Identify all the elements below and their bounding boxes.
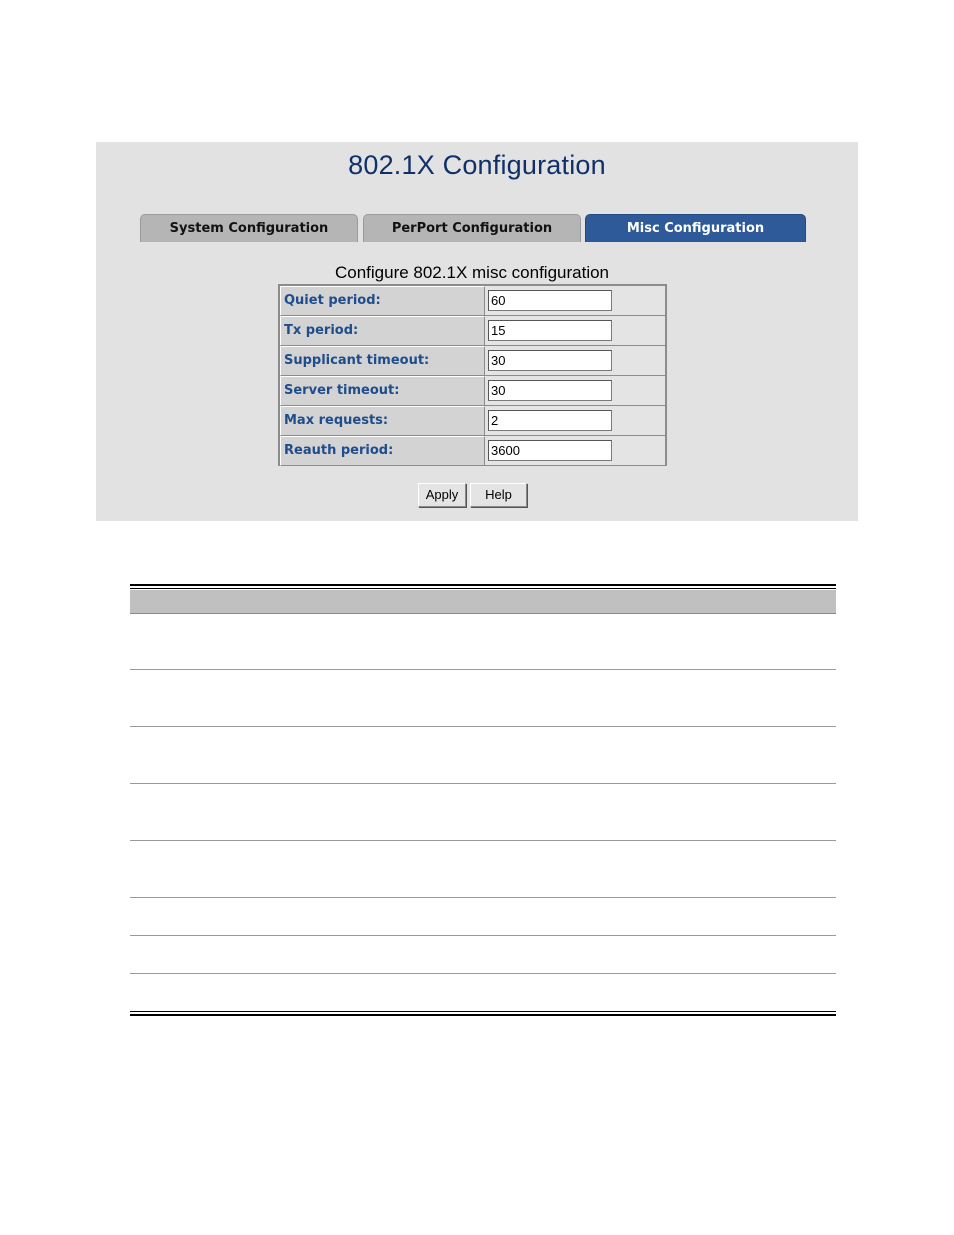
apply-button[interactable]: Apply: [418, 483, 466, 507]
form-row-tx-period: [280, 316, 665, 346]
tx-period-input[interactable]: [488, 320, 612, 341]
table-row: [130, 614, 836, 670]
table-top-rule-inner: [130, 588, 836, 589]
config-panel: [96, 142, 858, 521]
supplicant-timeout-input[interactable]: [488, 350, 612, 371]
tx-period-cell: [485, 316, 665, 346]
table-row: [130, 784, 836, 841]
quiet-period-input[interactable]: [488, 290, 612, 311]
table-bottom-rule-inner: [130, 1011, 836, 1012]
max-requests-cell: [485, 406, 665, 436]
help-button[interactable]: Help: [470, 483, 527, 507]
table-header-row: [130, 590, 836, 614]
max-requests-label: Max requests:: [280, 406, 485, 436]
table-bottom-rule: [130, 1014, 836, 1016]
reauth-period-input[interactable]: [488, 440, 612, 461]
table-row: [130, 898, 836, 936]
reauth-period-label: Reauth period:: [280, 436, 485, 466]
form-row-supplicant-timeout: [280, 346, 665, 376]
quiet-period-label: Quiet period:: [280, 286, 485, 316]
supplicant-timeout-cell: [485, 346, 665, 376]
form-row-server-timeout: [280, 376, 665, 406]
server-timeout-label: Server timeout:: [280, 376, 485, 406]
form-row-quiet-period: [280, 286, 665, 316]
quiet-period-cell: [485, 286, 665, 316]
reauth-period-cell: [485, 436, 665, 466]
tab-misc-configuration[interactable]: Misc Configuration: [585, 214, 806, 242]
table-top-rule: [130, 584, 836, 586]
server-timeout-input[interactable]: [488, 380, 612, 401]
page-title: 802.1X Configuration: [348, 150, 606, 180]
table-row: [130, 727, 836, 784]
table-row: [130, 670, 836, 727]
max-requests-input[interactable]: [488, 410, 612, 431]
tab-perport-configuration[interactable]: PerPort Configuration: [363, 214, 581, 242]
tx-period-label: Tx period:: [280, 316, 485, 346]
form-row-max-requests: [280, 406, 665, 436]
table-row: [130, 841, 836, 898]
misc-config-form: [278, 284, 667, 466]
table-row: [130, 974, 836, 1011]
tab-system-configuration[interactable]: System Configuration: [140, 214, 358, 242]
table-row: [130, 936, 836, 974]
form-caption: Configure 802.1X misc configuration: [334, 263, 610, 282]
server-timeout-cell: [485, 376, 665, 406]
supplicant-timeout-label: Supplicant timeout:: [280, 346, 485, 376]
form-row-reauth-period: [280, 436, 665, 466]
